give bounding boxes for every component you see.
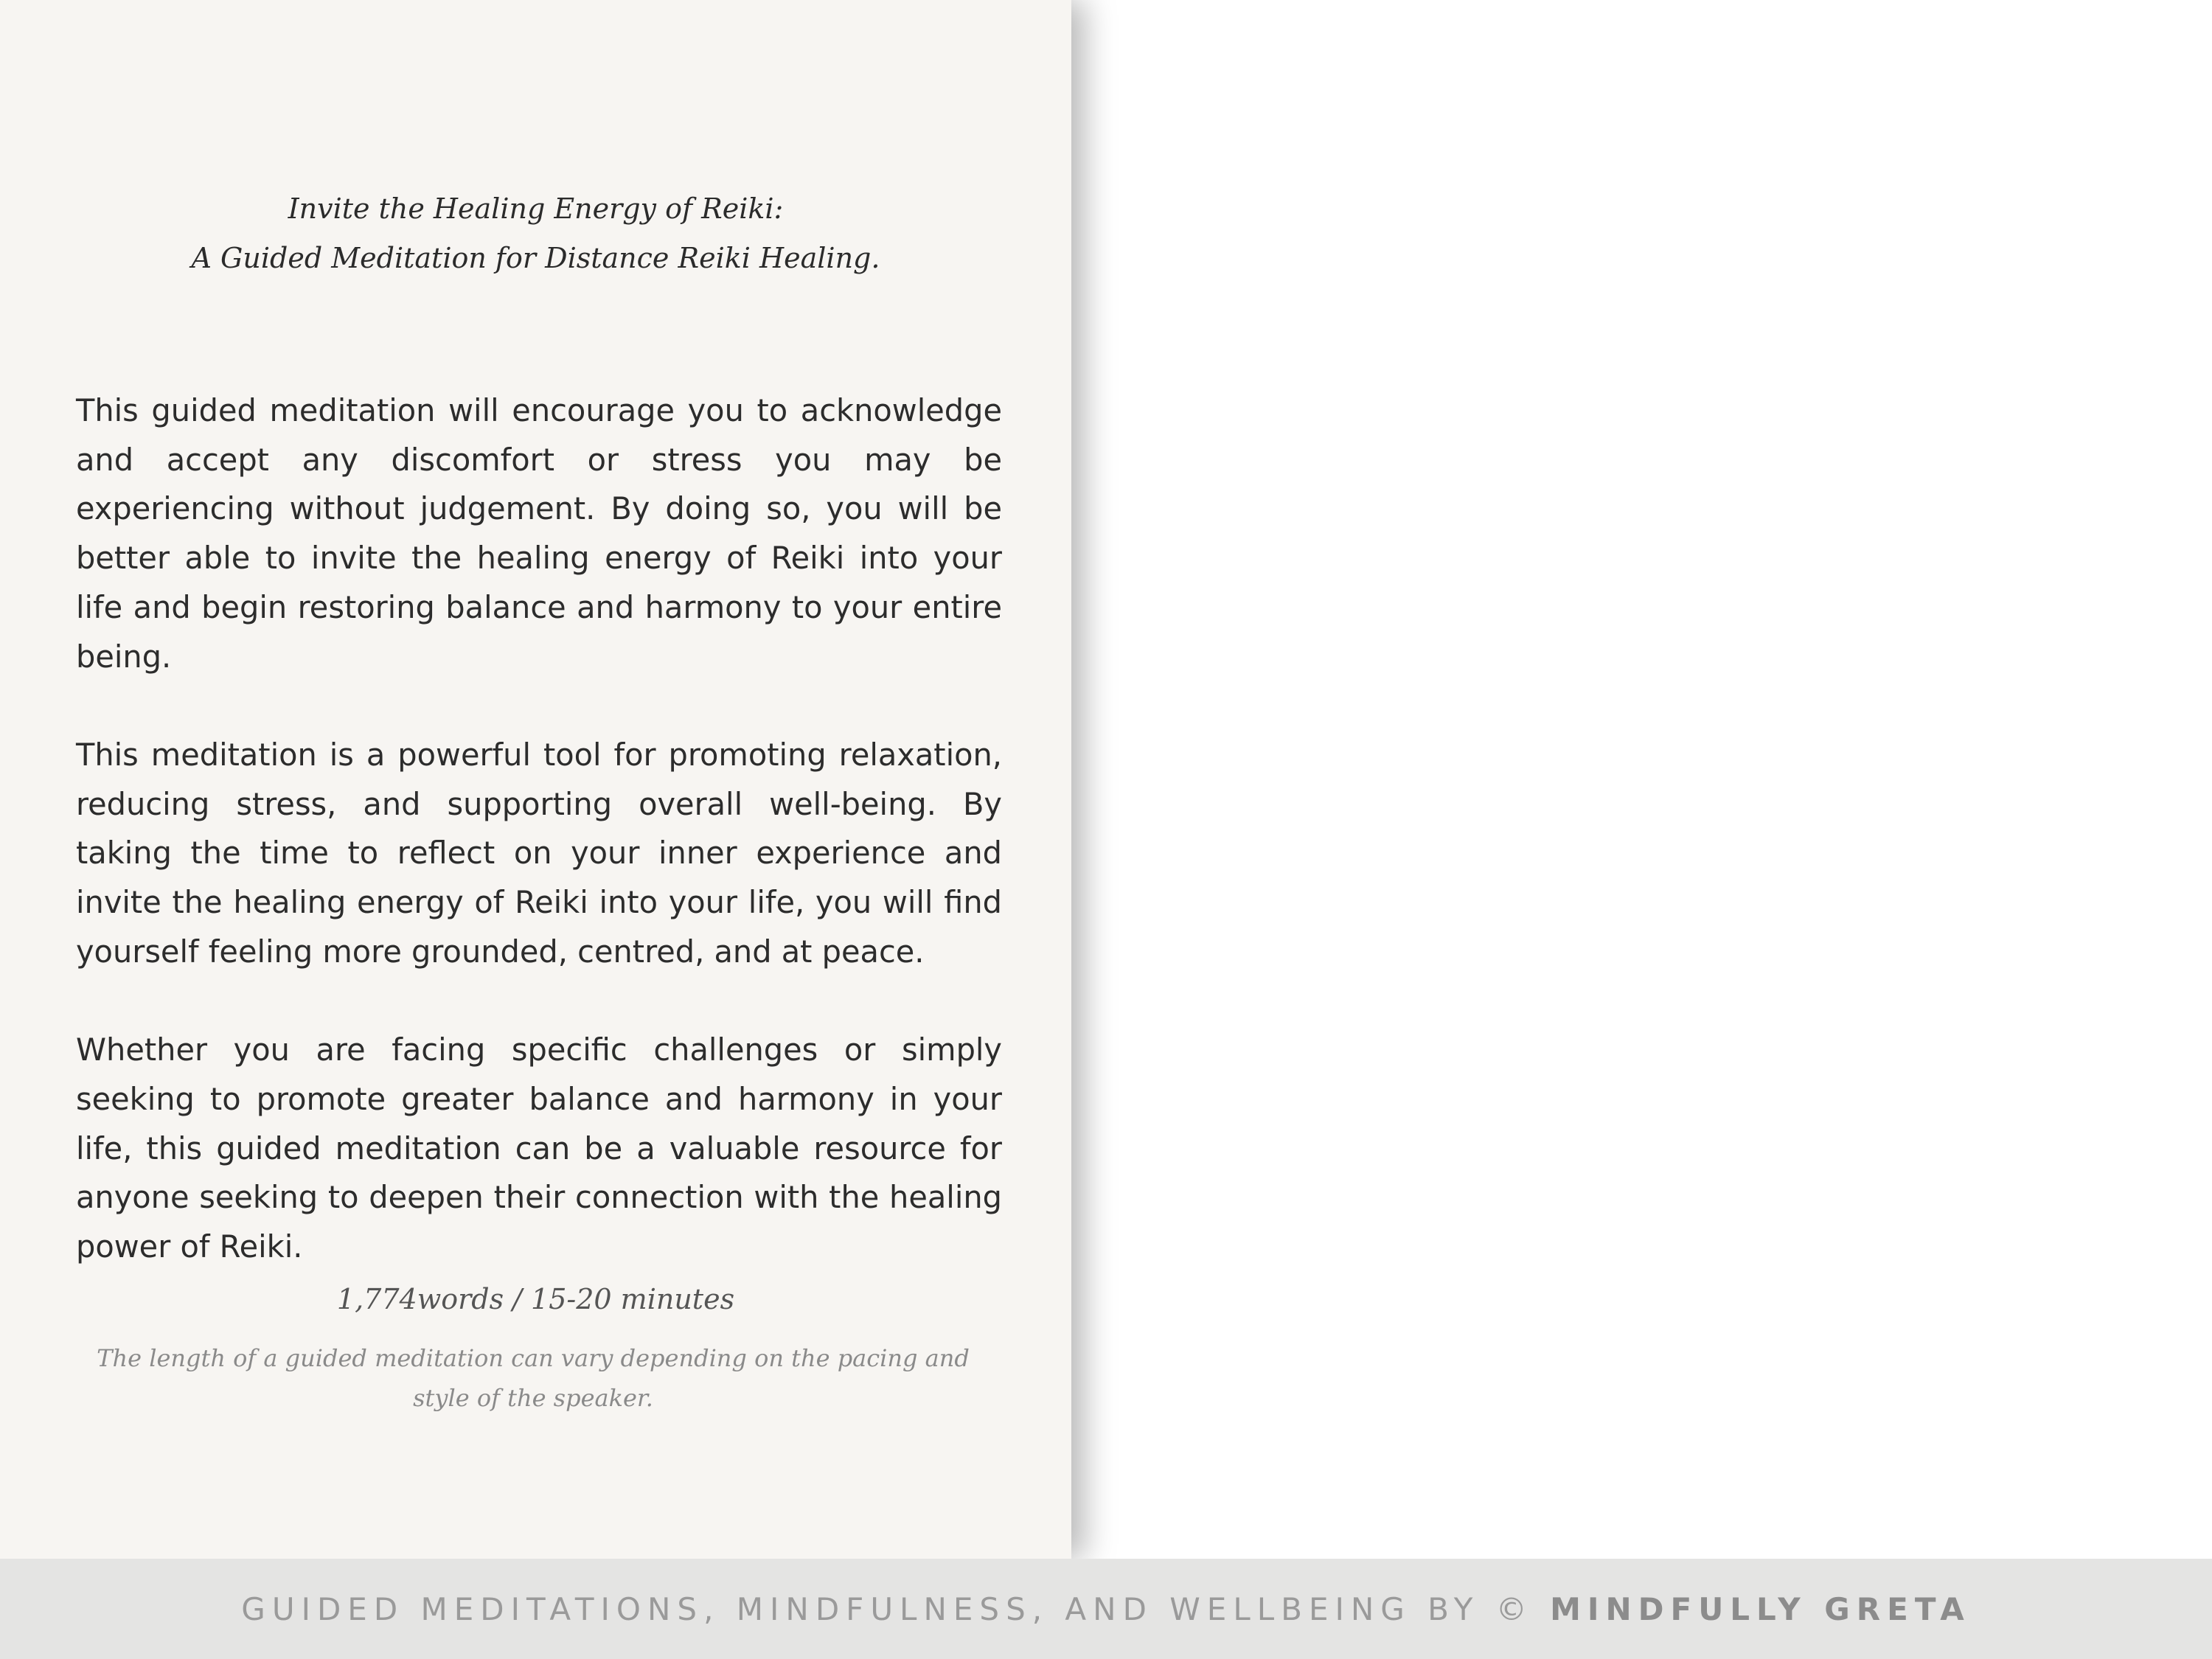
intro-title: [0, 184, 1071, 283]
intro-title-line-1: Invite the Healing Energy of Reiki:: [288, 192, 784, 225]
intro-body: [76, 386, 1002, 1321]
right-page: [1071, 0, 2212, 1559]
intro-paragraph-2: This meditation is a powerful tool for promoting relaxation, reducing stress, and supporting overall well-being. By taking the time to reflect on your inner experience and invite the healing energy of Reiki into your life, you will find yourself feeling more grounded, centred, and at peace.: [76, 736, 1002, 970]
footer-banner: [0, 1559, 2212, 1659]
footer-brand: MINDFULLY GRETA: [1550, 1590, 1971, 1627]
footer-tagline: GUIDED MEDITATIONS, MINDFULNESS, AND WELLBEING BY ©: [241, 1590, 1551, 1627]
left-page: [0, 0, 1071, 1559]
intro-paragraph-3: Whether you are facing specific challenges or simply seeking to promote greater balance and harmony in your life, this guided meditation can be a valuable resource for anyone seeking to deepen their connection with the healing power of Reiki.: [76, 1032, 1002, 1265]
word-count-duration: 1,774words / 15-20 minutes: [336, 1283, 735, 1315]
intro-title-line-2: A Guided Meditation for Distance Reiki Healing.: [191, 242, 880, 274]
intro-paragraph-1: This guided meditation will encourage you to acknowledge and accept any discomfort or stress you may be experiencing without judgement. By doing so, you will be better able to invite the healing energy of Reiki into your life and begin restoring balance and harmony to your entire being.: [76, 392, 1002, 675]
length-note: The length of a guided meditation can vary depending on the pacing and style of the speaker.: [97, 1344, 970, 1412]
